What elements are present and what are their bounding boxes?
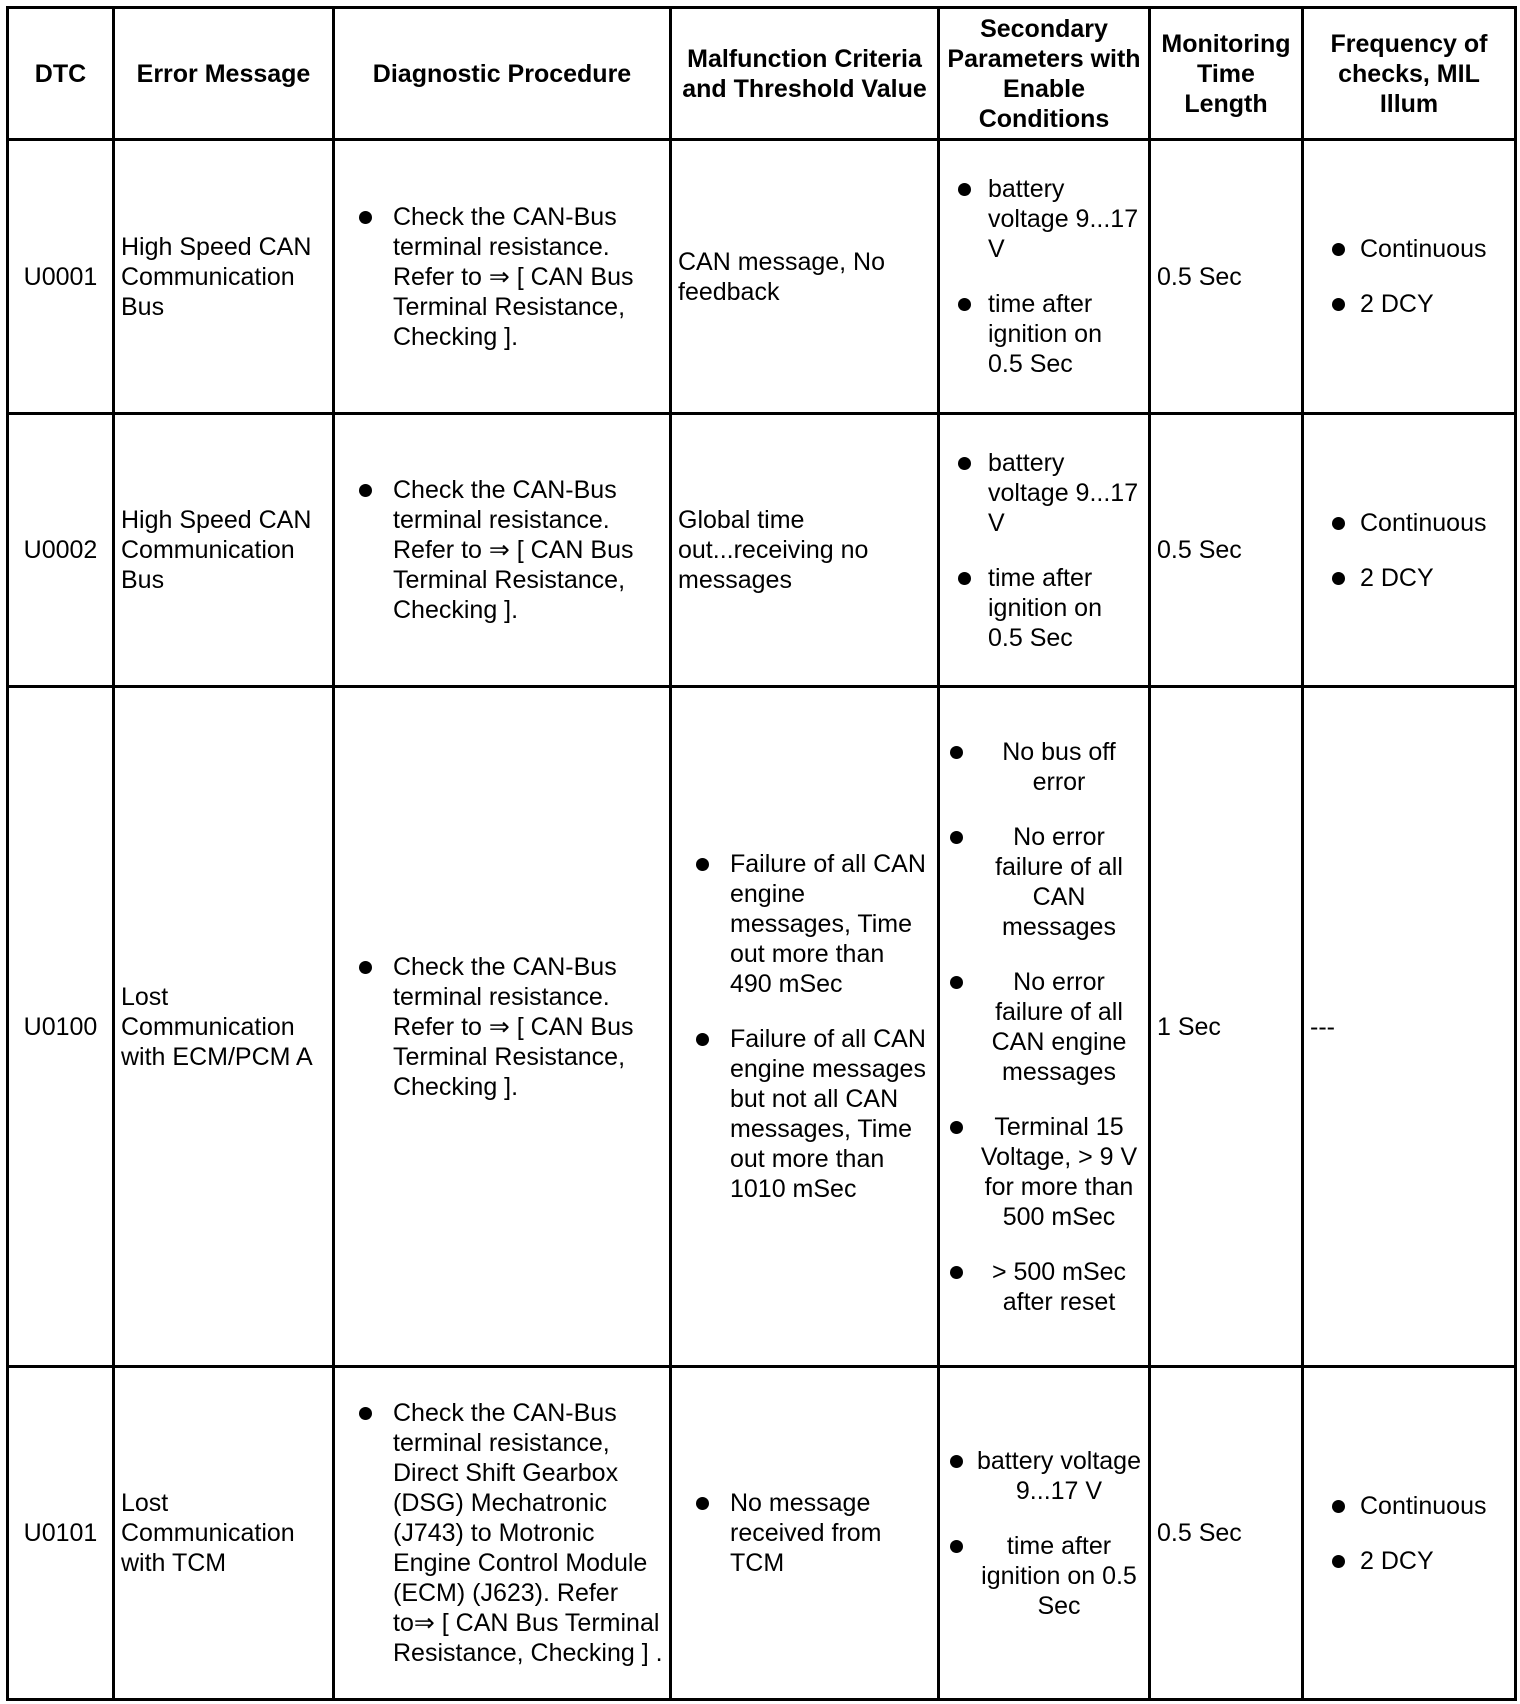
secondary-parameter: No error failure of all CAN messages — [946, 822, 1142, 942]
secondary-parameter: time after ignition on 0.5 Sec — [946, 563, 1142, 653]
secondary-parameters — [939, 140, 1150, 414]
secondary-parameters — [939, 414, 1150, 687]
diagnostic-procedure — [334, 1367, 671, 1700]
frequency — [1303, 414, 1516, 687]
header-diagnostic-procedure: Diagnostic Procedure — [334, 8, 671, 140]
diagnostic-procedure — [334, 140, 671, 414]
dtc-code: U0002 — [8, 414, 114, 687]
table-row — [8, 1367, 1516, 1700]
frequency-item: 2 DCY — [1310, 1546, 1508, 1576]
frequency: --- — [1303, 687, 1516, 1367]
monitoring-time: 0.5 Sec — [1150, 1367, 1303, 1700]
monitoring-time: 1 Sec — [1150, 687, 1303, 1367]
secondary-parameter: No bus off error — [946, 737, 1142, 797]
malfunction-criteria — [671, 687, 939, 1367]
frequency-item: Continuous — [1310, 234, 1508, 264]
dtc-code: U0001 — [8, 140, 114, 414]
secondary-parameter: No error failure of all CAN engine messages — [946, 967, 1142, 1087]
secondary-parameter: battery voltage 9...17 V — [946, 174, 1142, 264]
dtc-table — [6, 6, 1517, 1701]
malfunction-criterion: Failure of all CAN engine messages, Time out more than 490 mSec — [678, 849, 931, 999]
secondary-parameter: > 500 mSec after reset — [946, 1257, 1142, 1317]
secondary-parameter: battery voltage 9...17 V — [946, 1446, 1142, 1506]
header-monitoring-time: Monitoring Time Length — [1150, 8, 1303, 140]
secondary-parameters — [939, 687, 1150, 1367]
secondary-parameters — [939, 1367, 1150, 1700]
malfunction-criteria — [671, 1367, 939, 1700]
frequency-item: Continuous — [1310, 508, 1508, 538]
frequency — [1303, 140, 1516, 414]
frequency-item: 2 DCY — [1310, 563, 1508, 593]
diagnostic-procedure — [334, 687, 671, 1367]
secondary-parameter: time after ignition on 0.5 Sec — [946, 289, 1142, 379]
dtc-code: U0100 — [8, 687, 114, 1367]
header-frequency: Frequency of checks, MIL Illum — [1303, 8, 1516, 140]
header-error-message: Error Message — [114, 8, 334, 140]
error-message: High Speed CAN Communication Bus — [114, 414, 334, 687]
diagnostic-procedure — [334, 414, 671, 687]
malfunction-criterion: No message received from TCM — [678, 1488, 931, 1578]
frequency — [1303, 1367, 1516, 1700]
secondary-parameter: Terminal 15 Voltage, > 9 V for more than 500 mSec — [946, 1112, 1142, 1232]
header-dtc: DTC — [8, 8, 114, 140]
header-malfunction-criteria: Malfunction Criteria and Threshold Value — [671, 8, 939, 140]
frequency-item: Continuous — [1310, 1491, 1508, 1521]
malfunction-criteria: CAN message, No feedback — [671, 140, 939, 414]
diagnostic-step: Check the CAN-Bus terminal resistance. Refer to ⇒ [ CAN Bus Terminal Resistance, Checking ]. — [341, 475, 663, 625]
header-row — [8, 8, 1516, 140]
error-message: Lost Communication with ECM/PCM A — [114, 687, 334, 1367]
monitoring-time: 0.5 Sec — [1150, 140, 1303, 414]
frequency-item: 2 DCY — [1310, 289, 1508, 319]
table-row — [8, 687, 1516, 1367]
diagnostic-step: Check the CAN-Bus terminal resistance. Refer to ⇒ [ CAN Bus Terminal Resistance, Checking ]. — [341, 952, 663, 1102]
malfunction-criterion: Failure of all CAN engine messages but not all CAN messages, Time out more than 1010 mSec — [678, 1024, 931, 1204]
secondary-parameter: battery voltage 9...17 V — [946, 448, 1142, 538]
monitoring-time: 0.5 Sec — [1150, 414, 1303, 687]
table-row — [8, 140, 1516, 414]
diagnostic-step: Check the CAN-Bus terminal resistance, Direct Shift Gearbox (DSG) Mechatronic (J743) to Motronic Engine Control Module (ECM) (J623). Refer to⇒ [ CAN Bus Terminal Resistance, Checking ] . — [341, 1398, 663, 1668]
error-message: High Speed CAN Communication Bus — [114, 140, 334, 414]
diagnostic-step: Check the CAN-Bus terminal resistance. Refer to ⇒ [ CAN Bus Terminal Resistance, Checking ]. — [341, 202, 663, 352]
header-secondary-parameters: Secondary Parameters with Enable Conditions — [939, 8, 1150, 140]
secondary-parameter: time after ignition on 0.5 Sec — [946, 1531, 1142, 1621]
table-row — [8, 414, 1516, 687]
error-message: Lost Communication with TCM — [114, 1367, 334, 1700]
malfunction-criteria: Global time out...receiving no messages — [671, 414, 939, 687]
dtc-code: U0101 — [8, 1367, 114, 1700]
